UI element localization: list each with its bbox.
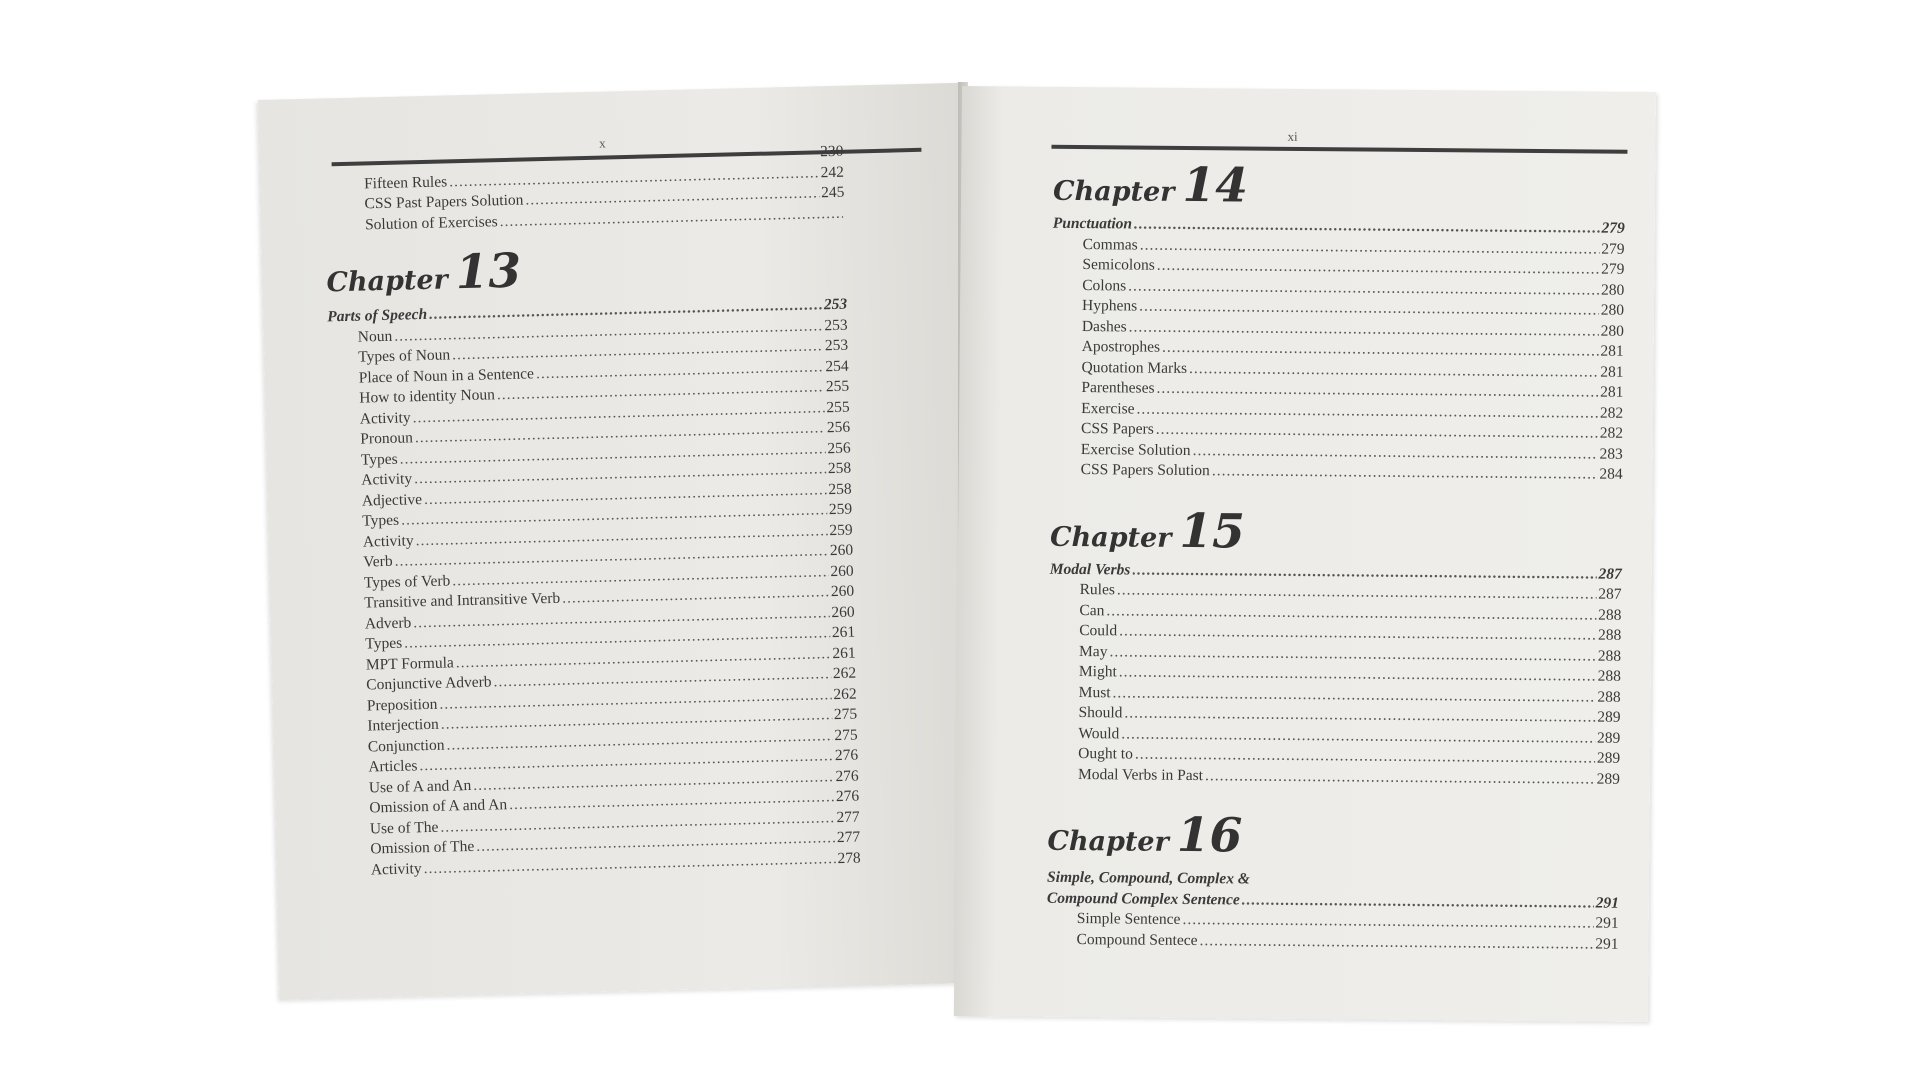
toc-entry-label: Noun	[357, 327, 393, 346]
toc-entry-label: Semicolons	[1082, 256, 1155, 274]
toc-entry-label: Dashes	[1081, 317, 1127, 335]
toc-entry-label: Place of Noun in a Sentence	[358, 364, 535, 387]
chapter-heading	[1047, 807, 1619, 867]
toc-entry-label: Articles	[368, 757, 418, 776]
toc-entry-page: 255	[826, 398, 850, 416]
toc-entry-label: Parentheses	[1081, 379, 1155, 397]
toc-entry-page: 260	[829, 541, 854, 560]
toc-entry-page: 260	[830, 562, 854, 580]
toc-entry-page: 291	[1595, 935, 1619, 953]
toc-section-page: 287	[1598, 565, 1622, 583]
toc-entry-label: CSS Papers Solution	[1080, 461, 1210, 480]
toc-entry-page: 262	[832, 664, 857, 683]
toc-entry-page: 281	[1600, 342, 1624, 360]
toc-entry-page: 276	[835, 787, 860, 806]
toc-entry-label: Types of Verb	[363, 571, 451, 592]
chapter-number: 15	[1179, 503, 1246, 559]
toc-entry-label: Would	[1078, 724, 1120, 742]
chapter-16-block	[1046, 807, 1619, 955]
chapter-number: 13	[454, 243, 522, 301]
chapter-word: Chapter	[1049, 521, 1172, 554]
toc-entry-label: Exercise Solution	[1080, 440, 1191, 459]
chapter-word: Chapter	[1052, 175, 1175, 208]
left-page-number: x	[598, 135, 606, 151]
toc-section-page: 279	[1601, 219, 1625, 237]
toc-entry-label: Commas	[1082, 235, 1138, 254]
toc-section-label: Modal Verbs	[1049, 560, 1131, 578]
toc-entry-label: How to identity Noun	[359, 386, 496, 407]
toc-entry-page: 258	[828, 480, 852, 498]
toc-entry-page: 253	[824, 336, 849, 355]
toc-entry-page: 280	[1600, 322, 1624, 340]
toc-entry-page: 276	[834, 746, 859, 765]
toc-entry-page: 288	[1597, 647, 1622, 665]
toc-entry-label: Colons	[1082, 276, 1127, 294]
toc-entry-label: Verb	[363, 552, 393, 571]
toc-entry-label: Simple Sentence	[1076, 910, 1181, 928]
toc-entry-page: 262	[833, 685, 857, 703]
toc-entry-label: Use of A and An	[368, 776, 472, 796]
toc-entry-page: 279	[1601, 240, 1625, 258]
toc-entry-page: 288	[1598, 606, 1622, 624]
toc-entry-label: Activity	[370, 859, 422, 878]
toc-entry-label: Pronoun	[360, 429, 414, 448]
toc-entry-label: Fifteen Rules	[363, 172, 448, 192]
toc-entry-page: 261	[832, 644, 856, 662]
toc-entry-page: 242	[820, 163, 845, 181]
toc-entry	[1051, 460, 1623, 485]
toc-entry-page: 288	[1597, 688, 1621, 706]
toc-entry-page: 289	[1597, 708, 1621, 726]
toc-entry-page: 256	[827, 439, 851, 457]
toc-entry-page: 256	[826, 418, 851, 437]
toc-entry-label: Compound Sentece	[1076, 930, 1198, 949]
toc-entry-page: 283	[1599, 445, 1623, 463]
toc-entry-label: Adjective	[361, 490, 423, 510]
toc-entry-label: Modal Verbs in Past	[1077, 765, 1204, 784]
toc-entry-label: Can	[1079, 601, 1105, 619]
chapter-word: Chapter	[326, 264, 449, 299]
toc-entry-label: Activity	[359, 408, 411, 428]
chapter-15-block	[1048, 502, 1622, 789]
toc-entry-label: Might	[1078, 663, 1117, 681]
toc-entry-label: Ought to	[1078, 745, 1133, 763]
toc-section-page: 291	[1595, 894, 1619, 912]
toc-entry-label: Activity	[361, 470, 413, 489]
toc-entry-label: Exercise	[1081, 399, 1135, 418]
toc-entry-label: Omission of The	[370, 837, 475, 858]
toc-entry-page: 280	[1600, 281, 1625, 299]
toc-entry-page: 291	[1595, 914, 1619, 932]
toc-entry-page: 277	[836, 828, 861, 847]
toc-entry-label: MPT Formula	[365, 653, 455, 674]
toc-entry-label: Use of The	[369, 818, 439, 837]
toc-entry-page: 289	[1596, 749, 1621, 767]
toc-entry-page: 277	[836, 808, 860, 826]
toc-entry-page: 287	[1598, 585, 1622, 603]
toc-entry-page: 280	[1600, 301, 1625, 319]
chapter-heading	[1050, 502, 1622, 562]
toc-entry-label: Conjunctive Adverb	[366, 673, 492, 694]
toc-section-page: 253	[823, 295, 848, 314]
toc-entry-page: 258	[827, 459, 852, 478]
toc-entry-page: 255	[825, 377, 850, 396]
toc-entry-label: Activity	[362, 531, 414, 551]
right-header-rule	[1051, 145, 1627, 154]
toc-entry-label: Quotation Marks	[1081, 358, 1188, 377]
chapter-number: 16	[1176, 807, 1243, 864]
toc-entry-label: Types	[362, 511, 400, 530]
toc-entry-label: Types	[360, 450, 398, 469]
chapter-14-block	[1051, 157, 1626, 485]
leader-dots	[1199, 931, 1593, 955]
toc-entry-page: 282	[1599, 404, 1624, 422]
toc-entry-label: Must	[1078, 683, 1111, 701]
toc-entry-label: Apostrophes	[1081, 338, 1161, 356]
toc-entry-page: 278	[837, 849, 861, 867]
toc-entry-page: 245	[820, 183, 845, 202]
toc-entry-page: 260	[830, 582, 855, 601]
toc-entry-page: 259	[829, 521, 853, 539]
toc-entry-page: 260	[831, 603, 855, 621]
toc-entry-label: Solution of Exercises	[364, 212, 498, 233]
open-book	[258, 72, 1658, 1022]
toc-entry-label: Hyphens	[1082, 297, 1138, 315]
leader-dots	[1205, 766, 1595, 790]
toc-entry-page: 230	[819, 142, 844, 161]
toc-entry-page: 282	[1599, 424, 1624, 442]
toc-entry-page: 279	[1601, 260, 1625, 278]
chapter-number: 14	[1182, 157, 1249, 214]
left-continued-list	[363, 142, 845, 236]
chapter-heading	[326, 236, 847, 304]
chapter-heading	[1053, 157, 1625, 217]
toc-entry-page: 288	[1597, 667, 1621, 685]
toc-entry-page: 288	[1597, 626, 1622, 644]
leader-dots	[1212, 461, 1598, 485]
toc-entry-page: 275	[833, 705, 858, 724]
toc-entry-page: 275	[834, 726, 858, 744]
toc-entry	[1046, 929, 1618, 954]
toc-entry-page: 289	[1596, 770, 1621, 788]
toc-section-label: Compound Complex Sentence	[1046, 889, 1240, 908]
toc-entry-label: Types of Noun	[358, 346, 451, 366]
toc-section-label: Punctuation	[1052, 214, 1133, 233]
toc-entry-page: 253	[824, 316, 848, 334]
toc-entry-label: Omission of A and An	[369, 796, 508, 817]
toc-entry-page: 281	[1600, 363, 1624, 381]
toc-entry-page: 284	[1599, 465, 1623, 483]
toc-entry-page: 276	[835, 767, 859, 785]
toc-entry-label: Types	[365, 634, 403, 653]
right-page	[954, 86, 1656, 1022]
chapter-13-entries	[328, 315, 861, 881]
toc-entry-label: Could	[1079, 622, 1118, 640]
chapter-13-block	[326, 236, 861, 882]
toc-entry-label: May	[1078, 642, 1108, 660]
toc-section-label: Parts of Speech	[327, 305, 428, 326]
chapter-word: Chapter	[1047, 825, 1169, 858]
leader-dots	[1135, 745, 1595, 770]
toc-section-label-line1: Simple, Compound, Complex &	[1047, 868, 1250, 888]
toc-entry-label: Conjunction	[367, 736, 445, 756]
toc-entry-label: Interjection	[367, 715, 439, 735]
toc-entry-label: CSS Papers	[1080, 420, 1154, 438]
toc-entry-label: CSS Past Papers Solution	[364, 191, 524, 213]
right-page-number: xi	[1287, 128, 1298, 144]
toc-entry-page: 289	[1597, 729, 1621, 747]
toc-entry-page: 261	[831, 623, 856, 642]
toc-entry-label: Should	[1078, 704, 1123, 722]
toc-entry-label: Adverb	[364, 613, 412, 633]
right-chapters	[1046, 157, 1625, 955]
toc-entry-label: Preposition	[366, 695, 438, 715]
toc-entry-page: 259	[828, 500, 853, 519]
left-page	[258, 83, 984, 1000]
toc-entry-label: Transitive and Intransitive Verb	[364, 589, 561, 612]
toc-entry-page: 281	[1600, 383, 1624, 401]
toc-entry-label: Rules	[1079, 581, 1115, 599]
toc-entry	[1048, 764, 1620, 789]
toc-entry-page: 254	[825, 357, 849, 375]
